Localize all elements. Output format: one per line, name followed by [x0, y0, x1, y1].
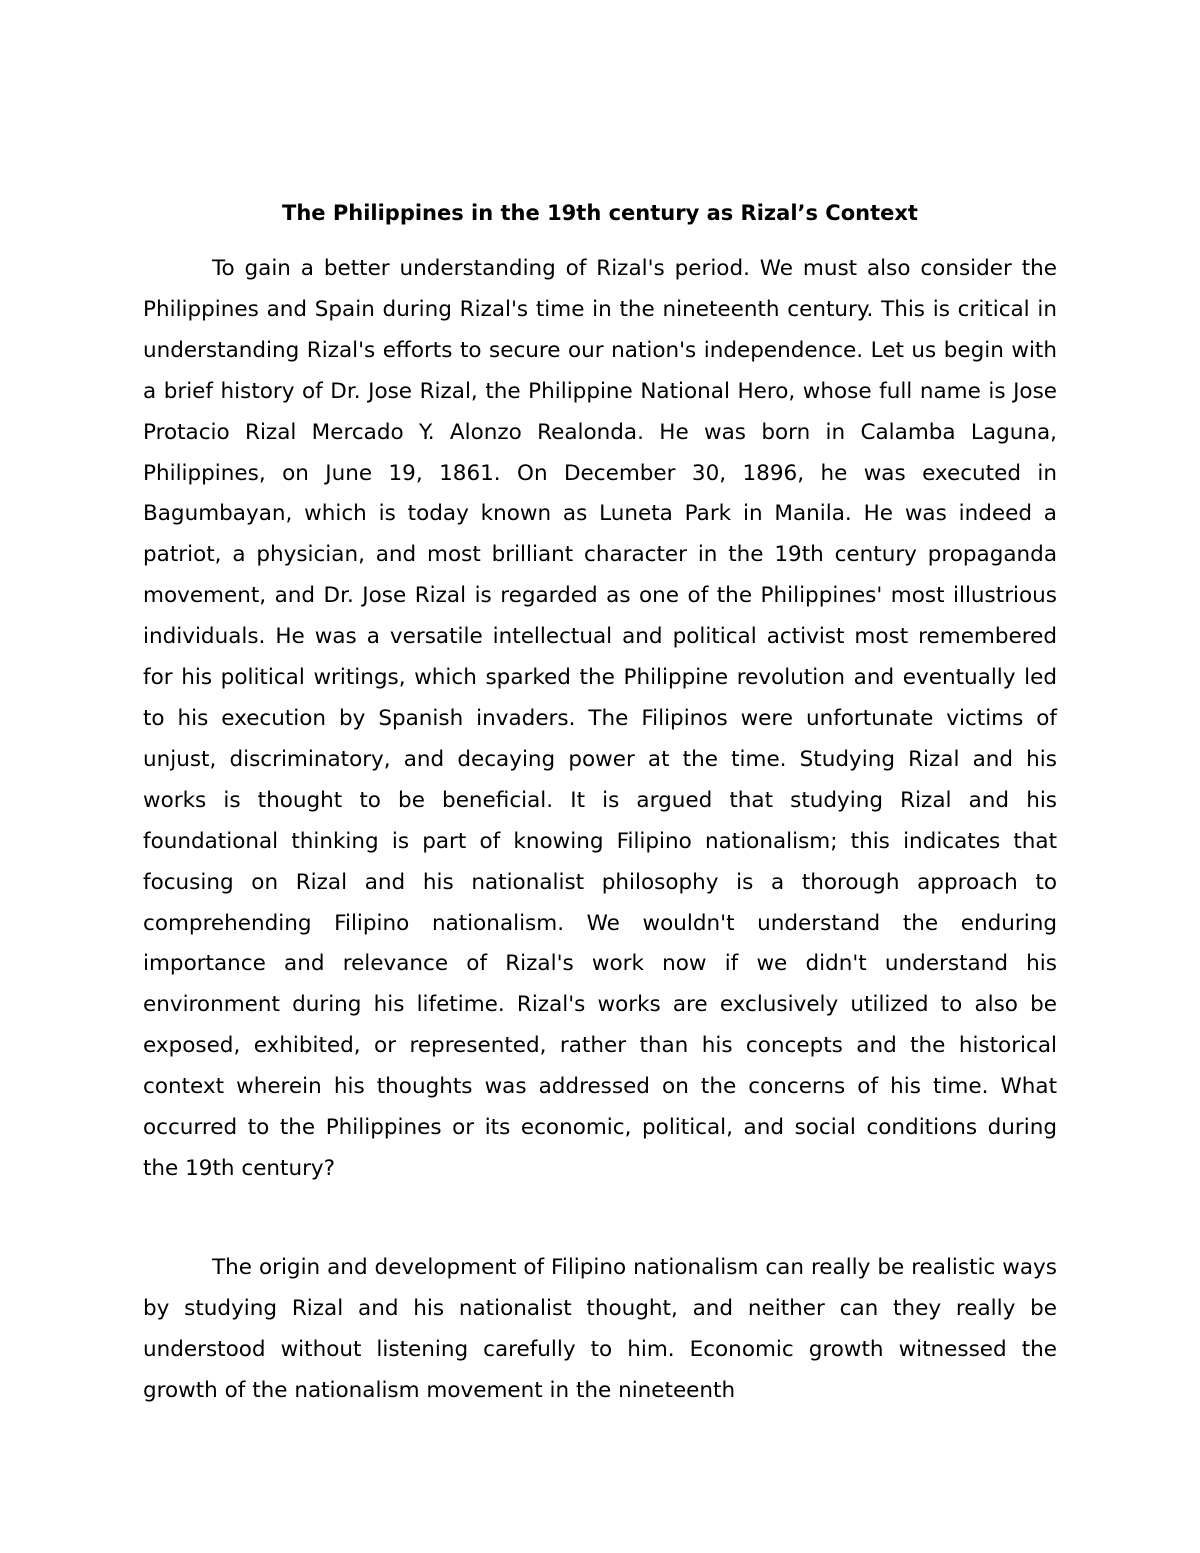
body-paragraph-2: The origin and development of Filipino nationalism can really be realistic ways by studying Rizal and his nationalist thought, and neither can they really be understood without listening carefully to him. Economic growth witnessed the growth of the nationalism movement in the nineteenth	[143, 1255, 1057, 1403]
document-title: The Philippines in the 19th century as Rizal’s Context	[282, 201, 918, 225]
body-paragraph-1: To gain a better understanding of Rizal's period. We must also consider the Philippines and Spain during Rizal's time in the nineteenth century. This is critical in understanding Rizal's efforts to secure our nation's independence. Let us begin with a brief history of Dr. Jose Rizal, the Philippine National Hero, whose full name is Jose Protacio Rizal Mercado Y. Alonzo Realonda. He was born in Calamba Laguna, Philippines, on June 19, 1861. On December 30, 1896, he was executed in Bagumbayan, which is today known as Luneta Park in Manila. He was indeed a patriot, a physician, and most brilliant character in the 19th century propaganda movement, and Dr. Jose Rizal is regarded as one of the Philippines' most illustrious individuals. He was a versatile intellectual and political activist most remembered for his political writings, which sparked the Philippine revolution and eventually led to his execution by Spanish invaders. The Filipinos were unfortunate victims of unjust, discriminatory, and decaying power at the time. Studying Rizal and his works is thought to be beneficial. It is argued that studying Rizal and his foundational thinking is part of knowing Filipino nationalism; this indicates that focusing on Rizal and his nationalist philosophy is a thorough approach to comprehending Filipino nationalism. We wouldn't understand the enduring importance and relevance of Rizal's work now if we didn't understand his environment during his lifetime. Rizal's works are exclusively utilized to also be exposed, exhibited, or represented, rather than his concepts and the historical context wherein his thoughts was addressed on the concerns of his time. What occurred to the Philippines or its economic, political, and social conditions during the 19th century?	[143, 256, 1057, 1181]
